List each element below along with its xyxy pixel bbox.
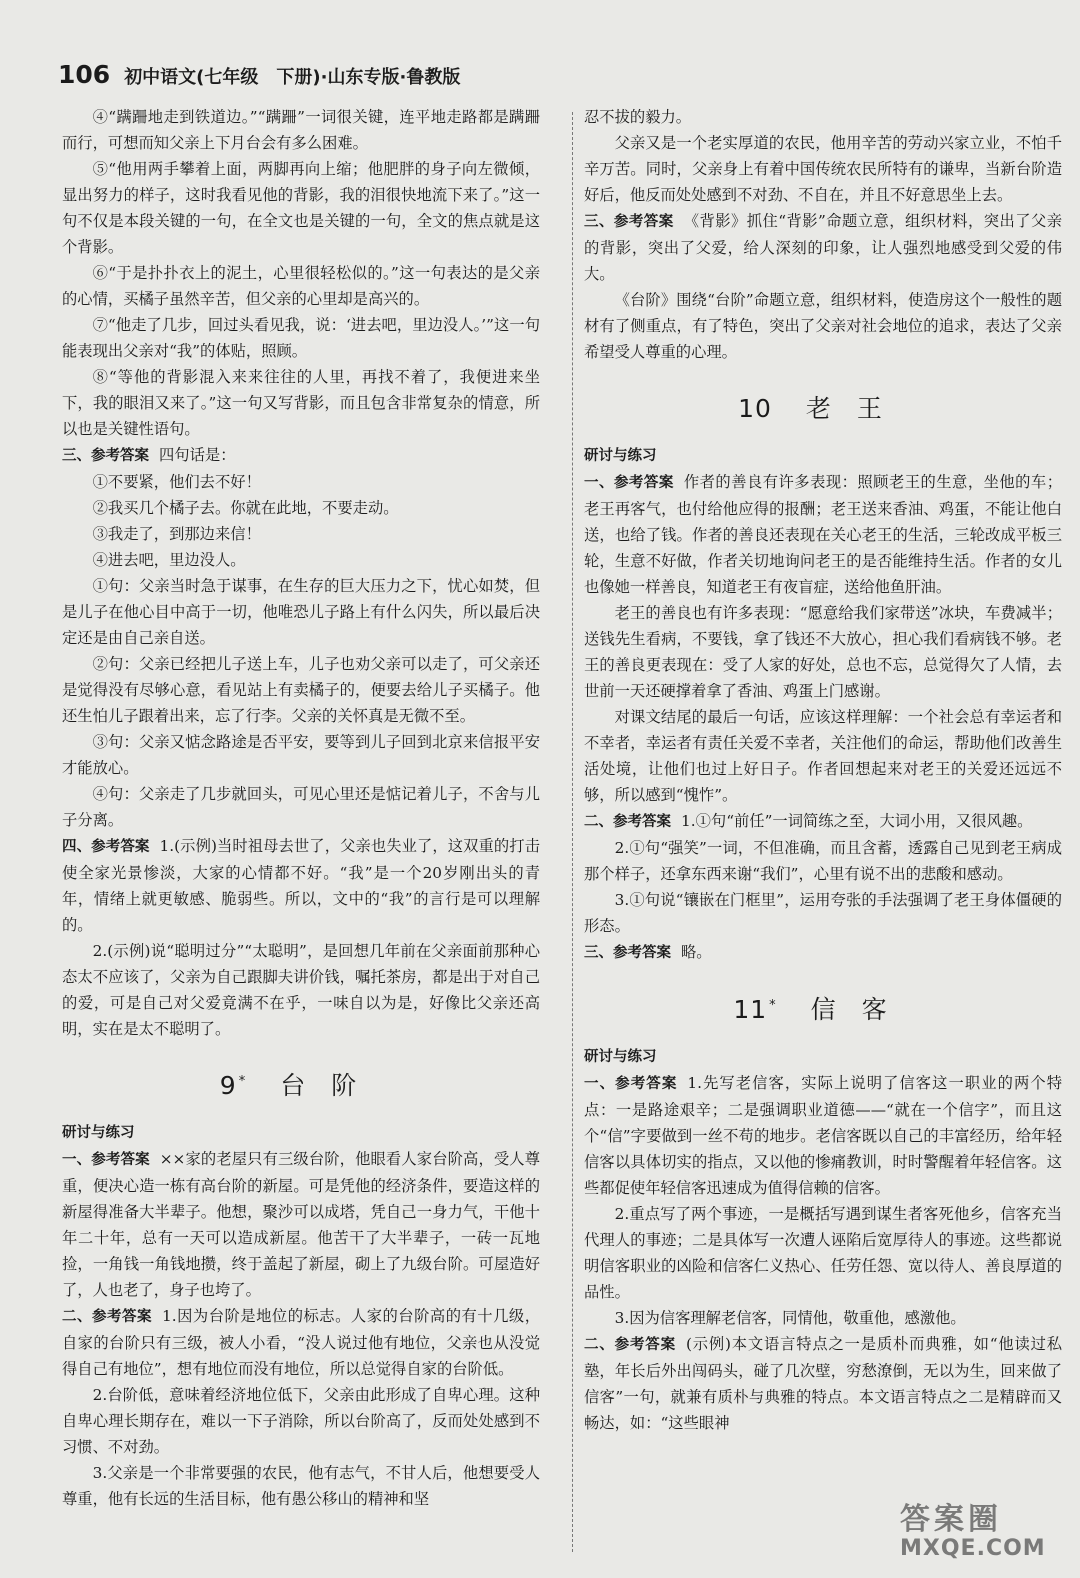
lesson-11-title: 11 * 信客: [733, 995, 913, 1024]
lesson-10-title: 10 老王: [738, 394, 908, 423]
answer-section-3: 三、参考答案 略。: [584, 943, 712, 961]
answer-section-1: 一、参考答案 作者的善良有许多表现：照顾老王的生意，坐他的车；老王再客气，也付给他应得的报酬；老王送来香油、鸡蛋，不能让他白送，也给了钱。作者的善良还表现在关心老王的生活，三轮改成平板三轮，生意不好做，作者关切地询问老王的是否能维持生活。作者的女儿也像她一样善良，知道老王有夜盲症，送给他鱼肝油。: [584, 473, 1062, 596]
answer-section-3: 三、参考答案 四句话是：: [62, 446, 236, 464]
paragraph: 3.①句说“镶嵌在门框里”，运用夸张的手法强调了老王身体僵硬的形态。: [584, 891, 1062, 935]
watermark-url: MXQE.COM: [900, 1536, 1046, 1561]
page-header: [58, 60, 460, 96]
paragraph: 2.重点写了两个事迹，一是概括写遇到谋生者客死他乡，信客充当代理人的事迹；二是具体写一次遭人诬陷后宽厚待人的事迹。这些都说明信客职业的凶险和信客仁义热心、任劳任怨、宽以待人、善良厚道的品性。: [584, 1205, 1062, 1301]
answer-section-4: 四、参考答案 1.(示例)当时祖母去世了，父亲也失业了，这双重的打击使全家光景惨淡，大家的心情都不好。“我”是一个20岁刚出头的青年，情绪上就更敏感、脆弱些。所以，文中的“我”的言行是可以理解的。: [62, 837, 540, 934]
lesson-9-title: 9 * 台阶: [219, 1071, 383, 1100]
paragraph: 对课文结尾的最后一句话，应该这样理解：一个社会总有幸运者和不幸者，幸运者有责任关爱不幸者，关注他们的命运，帮助他们改善生活处境，让他们也过上好日子。作者回想起来对老王的关爱还远远不够，所以感到“愧怍”。: [584, 708, 1062, 804]
answer-section-1: 一、参考答案 1.先写老信客，实际上说明了信客这一职业的两个特点：一是路途艰辛；二是强调职业道德——“就在一个信字”，而且这个“信”字要做到一丝不苟的地步。老信客既以自己的丰富经历，给年轻信客以具体切实的指点，又以他的惨痛教训，时时警醒着年轻信客。这些都促使年轻信客迅速成为值得信赖的信客。: [584, 1074, 1062, 1197]
analysis-paragraph: ①句：父亲当时急于谋事，在生存的巨大压力之下，忧心如焚，但是儿子在他心目中高于一切，他唯恐儿子路上有什么闪失，所以最后决定还是由自己亲自送。: [62, 577, 540, 647]
quote-item: ③我走了，到那边来信！: [92, 525, 261, 543]
answer-section-2: 二、参考答案 1.因为台阶是地位的标志。人家的台阶高的有十几级，自家的台阶只有三级，被人小看，“没人说过他有地位，父亲也从没觉得自己有地位”，想有地位而没有地位，所以总觉得自家的台阶低。: [62, 1307, 540, 1378]
paragraph: ⑥“于是扑扑衣上的泥土，心里很轻松似的。”这一句表达的是父亲的心情，买橘子虽然辛苦，但父亲的心里却是高兴的。: [62, 264, 540, 308]
paragraph: 《台阶》围绕“台阶”命题立意，组织材料，使造房这个一般性的题材有了侧重点，有了特色，突出了父亲对社会地位的追求，表达了父亲希望受人尊重的心理。: [584, 291, 1062, 361]
answer-section-3: 三、参考答案 《背影》抓住“背影”命题立意，组织材料，突出了父亲的背影，突出了父爱，给人深刻的印象，让人强烈地感受到父爱的伟大。: [584, 212, 1062, 283]
answer-section-1: 一、参考答案 ××家的老屋只有三级台阶，他眼看人家台阶高，受人尊重，便决心造一栋有高台阶的新屋。可是凭他的经济条件，要造这样的新屋得准备大半辈子。他想，聚沙可以成塔，凭自己一身力气，干他十年二十年，总有一天可以造成新屋。他苦干了大半辈子，一砖一瓦地捡，一角钱一角钱地攒，终于盖起了新屋，砌上了九级台阶。可屋造好了，人也老了，身子也垮了。: [62, 1150, 540, 1299]
section-label: 一、参考答案: [62, 1152, 150, 1168]
section-label: 三、参考答案: [584, 945, 671, 961]
answer-section-2: 二、参考答案 (示例)本文语言特点之一是质朴而典雅，如“他读过私塾，年长后外出闯码头，碰了几次壁，穷愁潦倒，无以为生，回来做了信客”一句，就兼有质朴与典雅的特点。本文语言特点之二是精辟而又畅达，如：“这些眼神: [584, 1335, 1063, 1432]
quote-item: ①不要紧，他们去不好！: [92, 473, 261, 491]
left-column: [62, 104, 540, 1512]
paragraph: 2.①句“强笑”一词，不但准确，而且含蓄，透露自己见到老王病成那个样子，还拿东西来谢“我们”，心里有说不出的悲酸和感动。: [584, 839, 1062, 883]
section-label: 一、参考答案: [584, 1076, 678, 1092]
answer-section-2: 二、参考答案 1.①句“前任”一词简练之至，大词小用，又很风趣。: [584, 812, 1033, 830]
section-label: 四、参考答案: [62, 839, 150, 855]
analysis-paragraph: ④句：父亲走了几步就回头，可见心里还是惦记着儿子，不舍与儿子分离。: [62, 785, 540, 829]
paragraph: 老王的善良也有许多表现：“愿意给我们家带送”冰块，车费减半；送钱先生看病，不要钱，拿了钱还不大放心，担心我们看病钱不够。老王的善良更表现在：受了人家的好处，总也不忘，总觉得欠了人情，去世前一天还硬撑着拿了香油、鸡蛋上门感谢。: [584, 604, 1062, 700]
watermark-logo: [900, 1494, 1070, 1570]
quote-item: ④进去吧，里边没人。: [92, 551, 246, 569]
section-label: 三、参考答案: [62, 448, 149, 464]
paragraph: ⑦“他走了几步，回过头看见我，说：‘进去吧，里边没人。’”这一句能表现出父亲对“我”的体贴，照顾。: [62, 316, 540, 360]
subsection-heading: 研讨与练习: [62, 1125, 135, 1141]
paragraph: 2.(示例)说“聪明过分”“太聪明”，是回想几年前在父亲面前那种心态太不应该了，父亲为自己跟脚夫讲价钱，嘱托茶房，都是出于对自己的爱，可是自己对父爱竟满不在乎，一味自以为是，好像比父亲还高明，实在是太不聪明了。: [62, 942, 540, 1038]
section-label: 一、参考答案: [584, 475, 674, 491]
section-label: 三、参考答案: [584, 214, 674, 230]
section-label: 二、参考答案: [62, 1309, 153, 1325]
subsection-heading: 研讨与练习: [584, 448, 657, 464]
paragraph: 父亲又是一个老实厚道的农民，他用辛苦的劳动兴家立业，不怕千辛万苦。同时，父亲身上有着中国传统农民所特有的谦卑，当新台阶造好后，他反而处处感到不对劲、不自在，并且不好意思坐上去。: [584, 134, 1062, 204]
paragraph: 忍不拔的毅力。: [584, 108, 692, 126]
paragraph: 3.父亲是一个非常要强的农民，他有志气，不甘人后，他想要受人尊重，他有长远的生活目标，他有愚公移山的精神和坚: [62, 1464, 540, 1508]
section-label: 二、参考答案: [584, 814, 671, 830]
right-column: [584, 104, 1062, 1436]
section-label: 二、参考答案: [584, 1337, 676, 1353]
analysis-paragraph: ②句：父亲已经把儿子送上车，儿子也劝父亲可以走了，可父亲还是觉得没有尽够心意，看见站上有卖橘子的，便要去给儿子买橘子。他还生怕儿子跟着出来，忘了行李。父亲的关怀真是无微不至。: [62, 655, 540, 725]
watermark-text: 答案圈: [900, 1502, 1002, 1537]
quote-item: ②我买几个橘子去。你就在此地，不要走动。: [92, 499, 399, 517]
paragraph: 3.因为信客理解老信客，同情他，敬重他，感激他。: [614, 1309, 966, 1327]
paragraph: ⑤“他用两手攀着上面，两脚再向上缩；他肥胖的身子向左微倾，显出努力的样子，这时我看见他的背影，我的泪很快地流下来了。”这一句不仅是本段关键的一句，在全文也是关键的一句，全文的焦点就是这个背影。: [62, 160, 540, 256]
paragraph: ⑧“等他的背影混入来来往往的人里，再找不着了，我便进来坐下，我的眼泪又来了。”这一句又写背影，而且包含非常复杂的情意，所以也是关键性语句。: [62, 368, 540, 438]
paragraph: 2.台阶低，意味着经济地位低下，父亲由此形成了自卑心理。这种自卑心理长期存在，难以一下子消除，所以台阶高了，反而处处感到不习惯、不对劲。: [62, 1386, 540, 1456]
page-number: 106: [58, 60, 111, 89]
book-title: 初中语文(七年级 下册)·山东专版·鲁教版: [124, 67, 461, 88]
paragraph: ④“蹒跚地走到铁道边。”“蹒跚”一词很关键，连平地走路都是蹒跚而行，可想而知父亲上下月台会有多么困难。: [62, 108, 540, 152]
subsection-heading: 研讨与练习: [584, 1049, 657, 1065]
column-divider: [572, 112, 573, 1552]
analysis-paragraph: ③句：父亲又惦念路途是否平安，要等到儿子回到北京来信报平安才能放心。: [62, 733, 540, 777]
